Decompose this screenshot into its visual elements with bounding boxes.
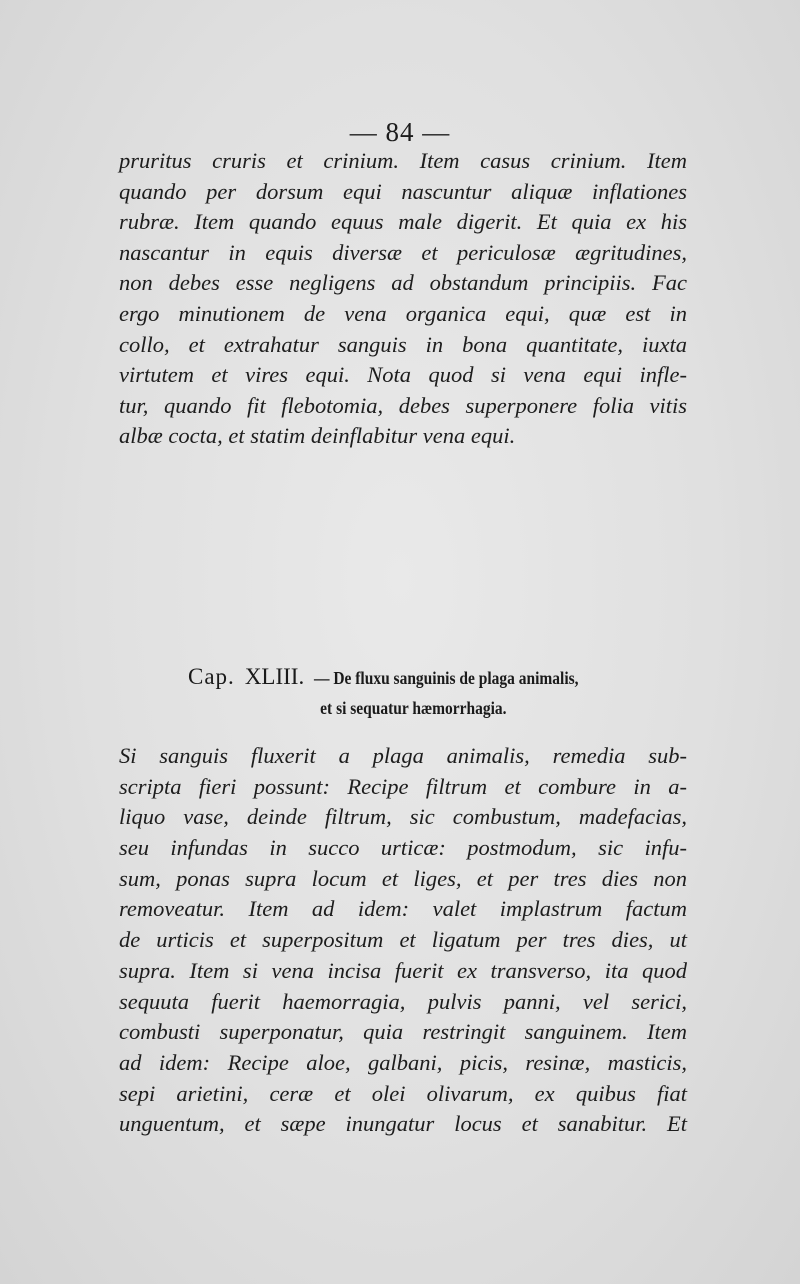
text-line: liquo vase, deinde filtrum, sic combustum, madefacias, (119, 804, 687, 830)
text-line: unguentum, et sæpe inungatur locus et sanabitur. Et (119, 1111, 687, 1137)
text-line: ergo minutionem de vena organica equi, quæ est in (119, 300, 687, 326)
text-line: sum, ponas supra locum et liges, et per tres dies non (119, 865, 687, 891)
text-line: non debes esse negligens ad obstandum principiis. Fac (119, 270, 687, 296)
text-line: sepi arietini, ceræ et olei olivarum, ex quibus fiat (119, 1080, 687, 1106)
text-line: supra. Item si vena incisa fuerit ex transverso, ita quod (119, 957, 687, 983)
chapter-label: Cap. (188, 664, 235, 689)
text-line: scripta fieri possunt: Recipe filtrum et combure in a- (119, 773, 687, 799)
text-line: pruritus cruris et crinium. Item casus crinium. Item (119, 148, 687, 173)
text-line: albæ cocta, et statim deinflabitur vena equi. (119, 423, 516, 449)
chapter-body-paragraph (119, 741, 687, 1140)
page-number: — 84 — (349, 117, 451, 147)
chapter-subtitle: et si sequatur hæmorrhagia. (319, 698, 507, 718)
paragraph-continued (119, 146, 687, 452)
text-line: nascantur in equis diversæ et periculosæ ægritudines, (119, 239, 687, 265)
text-line: seu infundas in succo urticæ: postmodum, sic infu- (119, 835, 687, 861)
text-line: quando per dorsum equi nascuntur aliquæ inflationes (119, 178, 687, 204)
chapter-number: XLIII. (244, 664, 305, 689)
text-line: combusti superponatur, quia restringit sanguinem. Item (119, 1019, 687, 1045)
text-line: rubræ. Item quando equus male digerit. Et quia ex his (119, 209, 687, 235)
text-line: ad idem: Recipe aloe, galbani, picis, resinæ, masticis, (119, 1049, 687, 1075)
text-line: Si sanguis fluxerit a plaga animalis, remedia sub- (119, 743, 687, 768)
chapter-subtitle-line (168, 694, 658, 722)
text-line: tur, quando fit flebotomia, debes superponere folia vitis (119, 392, 687, 418)
text-line: collo, et extrahatur sanguis in bona quantitate, iuxta (119, 331, 687, 357)
chapter-heading-line (188, 660, 658, 694)
chapter-heading (188, 660, 658, 722)
text-line: de urticis et superpositum et ligatum per tres dies, ut (119, 927, 687, 953)
text-line: sequuta fuerit haemorragia, pulvis panni, vel serici, (119, 988, 687, 1014)
text-line: removeatur. Item ad idem: valet implastrum factum (119, 896, 687, 922)
chapter-title: — De fluxu sanguinis de plaga animalis, (314, 668, 579, 688)
text-line: virtutem et vires equi. Nota quod si vena equi infle- (119, 362, 687, 388)
